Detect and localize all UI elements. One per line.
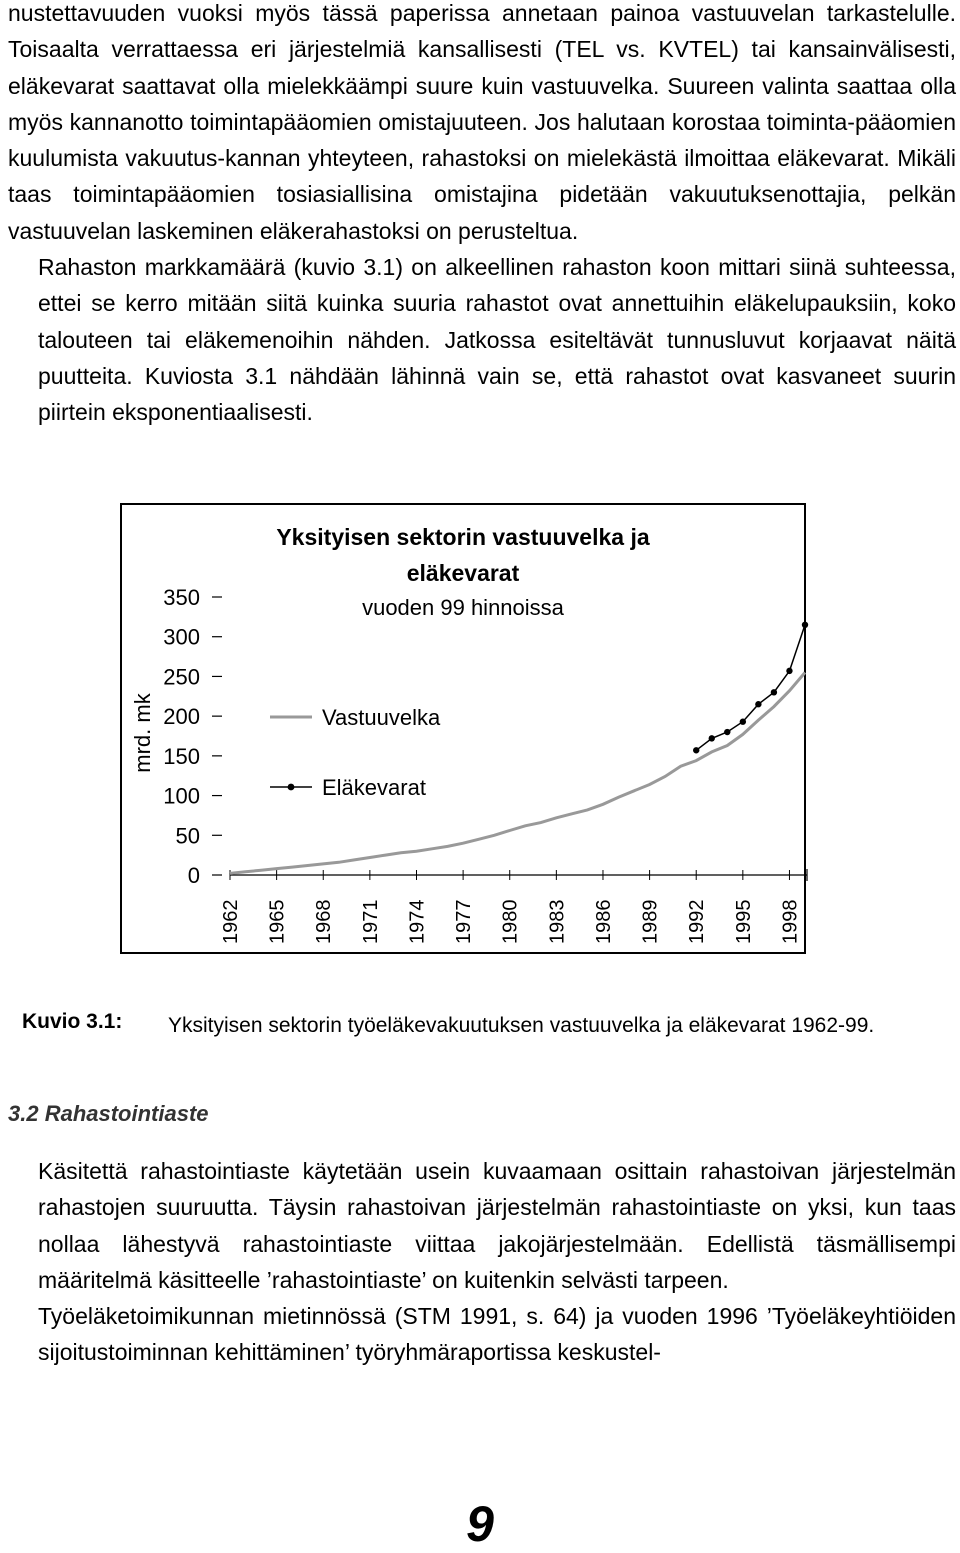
figure-caption-text: Yksityisen sektorin työeläkevakuutuksen vastuuvelka ja eläkevarat 1962-99. xyxy=(168,1014,875,1037)
data-point xyxy=(755,701,761,707)
x-tick-label: 1977 xyxy=(453,899,476,944)
y-tick-label: 0 xyxy=(187,863,200,888)
data-point xyxy=(709,735,715,741)
y-tick-label: 200 xyxy=(163,704,200,730)
section-heading: 3.2 Rahastointiaste xyxy=(8,1101,209,1126)
x-tick-label: 1962 xyxy=(220,899,242,944)
x-tick-label: 1971 xyxy=(359,899,382,944)
y-tick-label: 150 xyxy=(163,743,200,769)
x-tick-label: 1983 xyxy=(546,899,569,944)
x-tick-label: 1986 xyxy=(592,899,615,944)
figure-caption-label: Kuvio 3.1: xyxy=(22,1010,123,1033)
series-line-eläkevarat xyxy=(696,625,805,751)
legend-label: Eläkevarat xyxy=(322,775,426,800)
data-point xyxy=(740,719,746,725)
y-tick-label: 100 xyxy=(163,783,200,809)
y-tick-label: 350 xyxy=(163,585,200,610)
x-tick-label: 1992 xyxy=(686,899,709,944)
x-tick-label: 1965 xyxy=(266,899,289,944)
page-number: 9 xyxy=(466,1496,494,1552)
data-point xyxy=(786,668,792,674)
y-tick-label: 50 xyxy=(175,823,200,849)
x-tick-label: 1995 xyxy=(732,899,755,944)
legend-marker xyxy=(288,784,295,791)
legend-label: Vastuuvelka xyxy=(322,705,441,730)
y-axis-label: mrd. mk xyxy=(130,693,155,773)
data-point xyxy=(724,729,730,735)
paragraph: Rahaston markkamäärä (kuvio 3.1) on alkeellinen rahaston koon mittari siinä suhteessa, ettei se kerro mitään siitä kuinka suuria rahastot ovat annettuihin eläkelupauksiin, koko talouteen tai eläkemenoihin nähden. Jatkossa esiteltävät tunnusluvut korjaavat näitä puutteita. Kuviosta 3.1 nähdään lähinnä vain se, että rahastot ovat kasvaneet suurin piirtein eksponentiaalisesti. xyxy=(38,254,956,426)
x-tick-label: 1998 xyxy=(779,899,802,944)
series-line-vastuuvelka xyxy=(230,673,805,874)
paragraph: Työeläketoimikunnan mietinnössä (STM 1991, s. 64) ja vuoden 1996 ’Työeläkeyhtiöiden sijoitustoiminnan kehittäminen’ työryhmäraportissa keskustel- xyxy=(38,1303,956,1366)
y-axis xyxy=(163,585,222,888)
x-tick-label: 1974 xyxy=(406,899,429,944)
paragraph: nustettavuuden vuoksi myös tässä paperissa annetaan painoa vastuuvelan tarkastelulle. Toisaalta verrattaessa eri järjestelmiä kansallisesti (TEL vs. KVTEL) tai kansainvälisesti, eläkevarat saattavat olla mielekkäämpi suure kuin vastuuvelka. Suureen valinta saattaa olla myös kannanotto toimintapääomien omistajuuteen. Jos halutaan korostaa toiminta-pääomien kuulumista vakuutus-kannan yhteyteen, rahastoksi on mielekästä ilmoittaa eläkevarat. Mikäli taas toimintapääomien tosiasiallisina omistajina pidetään vakuutuksenottajia, pelkän vastuuvelan laskeminen eläkerahastoksi on perusteltua. xyxy=(8,0,956,244)
x-tick-label: 1968 xyxy=(313,899,336,944)
legend xyxy=(270,705,441,800)
y-tick-label: 300 xyxy=(163,624,200,650)
data-point xyxy=(693,747,699,753)
chart-subtitle: vuoden 99 hinnoissa xyxy=(362,595,564,620)
paragraph: Käsitettä rahastointiaste käytetään usein kuvaamaan osittain rahastoivan järjestelmän rahastojen suuruutta. Täysin rahastoivan järjestelmän rahastointiaste on yksi, kun taas nollaa lähestyvä rahastointiaste viittaa jakojärjestelmään. Edellistä täsmällisempi määritelmä käsitteelle ’rahastointiaste’ on kuitenkin selvästi tarpeen. xyxy=(38,1158,956,1293)
x-axis xyxy=(220,869,807,944)
data-point xyxy=(771,689,777,695)
x-tick-label: 1980 xyxy=(499,899,522,944)
data-point xyxy=(802,622,808,628)
x-tick-label: 1989 xyxy=(639,899,662,944)
y-tick-label: 250 xyxy=(163,664,200,690)
chart-title: Yksityisen sektorin vastuuvelka ja eläkevarat xyxy=(276,524,650,586)
body-text-bottom xyxy=(8,1153,956,1371)
series-layer xyxy=(230,622,808,874)
